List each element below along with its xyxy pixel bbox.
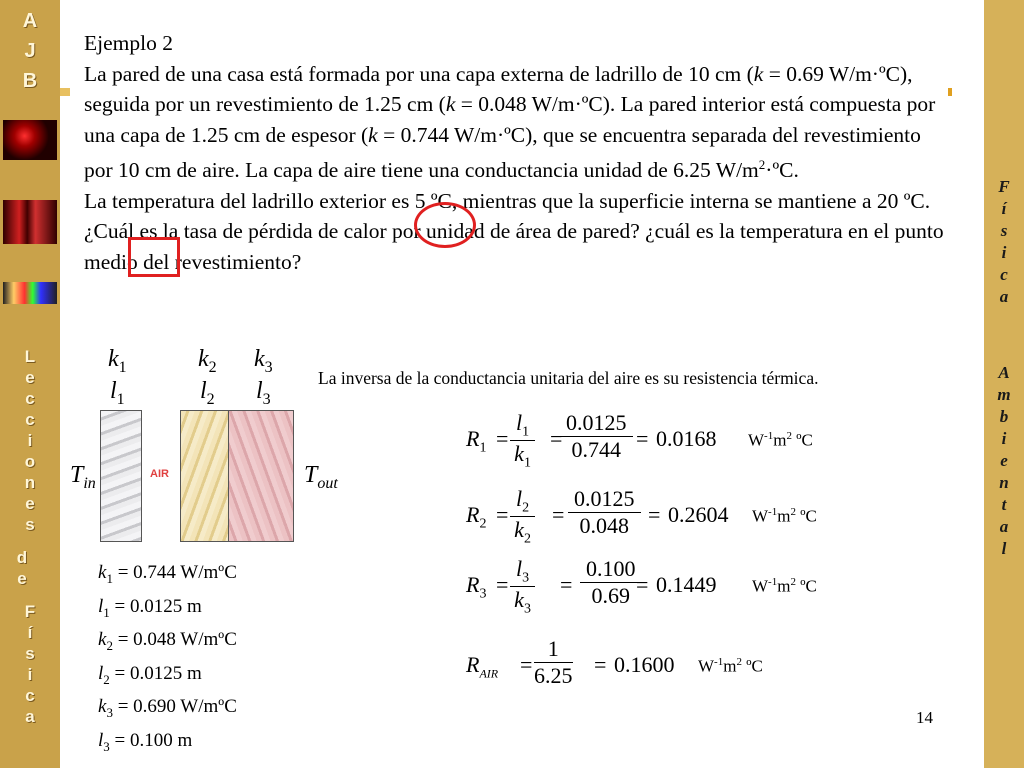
sidebar-vertical-char: e <box>25 494 35 513</box>
property-symbol: l <box>98 595 104 617</box>
problem-paragraph-1: La pared de una casa está formada por una capa externa de ladrillo de 10 cm (k = 0.69 W/m·ºC), seguida por un revestimiento de 1.25 cm (k = 0.048 W/m·ºC). La pared interior está compuesta por una capa de 1.25 cm de espesor (k = 0.744 W/m·ºC), que se encuentra separada del revestimiento por 10 cm de aire. La capa de aire tiene una conductancia unidad de 6.25 $W/m^2\cdot ºC$. <box>84 61 936 183</box>
unit-m: m <box>723 656 737 676</box>
air-gap-label: AIR <box>150 468 169 480</box>
fraction-l <box>510 556 535 587</box>
equals-sign: = <box>636 426 649 451</box>
resistance-symbol <box>466 572 486 602</box>
equation-unit <box>752 576 817 597</box>
symbol-k: k <box>514 517 524 543</box>
unit-exp: -1 <box>768 576 778 588</box>
problem-paragraph-2: La temperatura del ladrillo exterior es 5 ºC, mientras que la superficie interna se mantiene a 20 ºC. <box>84 188 931 213</box>
decorative-mark <box>948 88 952 96</box>
sidebar-vertical-char: a <box>25 707 35 726</box>
property-subscript: 1 <box>106 570 113 586</box>
resistance-subscript: 2 <box>479 516 487 532</box>
equals-sign: = <box>496 426 509 451</box>
equals-sign: = <box>496 572 509 597</box>
fraction-numerator: 0.0125 <box>560 410 633 437</box>
property-value: = 0.690 W/mºC <box>112 696 237 717</box>
symbolic-fraction <box>510 486 535 548</box>
equation-unit <box>698 656 763 677</box>
equals-sign: = <box>594 652 607 677</box>
equals-sign: = <box>648 502 661 527</box>
resistance-symbol <box>466 502 486 532</box>
unit-m: m <box>773 430 787 450</box>
unit-exp: -1 <box>714 656 724 668</box>
sidebar-vertical-char: e <box>17 569 27 588</box>
sidebar-vertical-char: n <box>24 473 36 492</box>
sidebar-vertical-char: L <box>24 347 36 366</box>
annotation-circle <box>414 202 476 248</box>
property-item <box>98 629 237 654</box>
unit-c: ºC <box>741 656 763 676</box>
sidebar-right-char: m <box>997 385 1011 404</box>
label-k3: $k_3$ <box>254 346 273 376</box>
property-value: = 0.100 m <box>109 729 193 751</box>
label-t-in: $T_{in}$ <box>70 462 96 492</box>
property-symbol: l <box>98 662 104 684</box>
thumbnail-image-2 <box>3 200 57 244</box>
label-k2: $k_2$ <box>198 346 217 376</box>
resistance-letter: R <box>466 652 480 677</box>
unit-c: ºC <box>795 506 817 526</box>
sidebar-right-char: s <box>1000 221 1008 240</box>
property-item <box>98 562 237 587</box>
page-number: 14 <box>916 708 933 727</box>
symbol-l: l <box>516 556 523 581</box>
unit-exp: 2 <box>790 506 796 518</box>
unit-w: W <box>752 506 769 526</box>
unit-w: W <box>748 430 765 450</box>
sidebar-vertical-char: i <box>27 431 33 450</box>
unit-w: W <box>752 576 769 596</box>
equation-unit <box>752 506 817 527</box>
symbol-sub: 3 <box>523 601 531 617</box>
sidebar-vertical-char: s <box>25 515 35 534</box>
symbolic-fraction <box>510 556 535 618</box>
fraction-l <box>510 410 535 441</box>
property-subscript: 1 <box>103 604 110 620</box>
numeric-fraction <box>560 410 633 463</box>
label-l3: $l_3$ <box>256 378 271 408</box>
property-item <box>98 730 192 755</box>
resistance-note: La inversa de la conductancia unitaria del aire es su resistencia térmica. <box>318 368 819 388</box>
equals-sign: = <box>496 502 509 527</box>
equals-sign: = <box>550 426 563 451</box>
sidebar-vertical-char: c <box>25 686 35 705</box>
property-symbol: k <box>98 696 107 717</box>
fraction-denominator: 0.69 <box>591 583 630 608</box>
numeric-fraction <box>568 486 641 539</box>
sidebar-right-char: l <box>1001 539 1007 558</box>
unit-c: ºC <box>791 430 813 450</box>
property-subscript: 2 <box>103 671 110 687</box>
fraction-numerator: 0.100 <box>580 556 642 583</box>
sidebar-right-char: i <box>1001 243 1007 262</box>
resistance-subscript: 1 <box>479 440 487 456</box>
sidebar-vertical-char: c <box>25 410 35 429</box>
sidebar-right-char: c <box>1000 265 1008 284</box>
sidebar-vertical-char: o <box>24 452 36 471</box>
resistance-letter: R <box>466 426 480 451</box>
fraction-l <box>510 486 535 517</box>
equation-result: 0.2604 <box>668 502 729 527</box>
sidebar-letter-j: J <box>24 40 36 62</box>
unit-exp: -1 <box>768 506 778 518</box>
equals-sign: = <box>520 652 533 677</box>
property-subscript: 3 <box>103 738 110 754</box>
problem-statement <box>84 28 944 277</box>
resistance-letter: R <box>466 572 480 597</box>
unit-m: m <box>777 576 791 596</box>
sidebar-right-char: i <box>1001 429 1007 448</box>
sidebar-right-char: a <box>999 287 1009 306</box>
numeric-fraction <box>580 556 642 609</box>
property-symbol: k <box>98 629 107 650</box>
sidebar-right-char: F <box>998 177 1010 196</box>
fraction-k <box>510 587 535 617</box>
property-value: = 0.744 W/mºC <box>112 562 237 583</box>
symbol-sub: 2 <box>523 531 531 547</box>
thumbnail-spectrum <box>3 282 57 304</box>
symbol-sub: 3 <box>522 570 530 586</box>
property-subscript: 3 <box>106 704 113 720</box>
numeric-fraction <box>534 636 573 689</box>
fraction-numerator: 1 <box>534 636 573 663</box>
symbol-sub: 2 <box>522 500 530 516</box>
sidebar-right-char: a <box>999 517 1009 536</box>
wall-layer-1 <box>100 410 142 542</box>
fraction-k <box>510 441 535 471</box>
unit-exp: 2 <box>786 430 792 442</box>
symbol-l: l <box>516 410 523 435</box>
sidebar-vertical-char: i <box>27 665 33 684</box>
label-k1: $k_1$ <box>108 346 127 376</box>
fraction-numerator: 0.0125 <box>568 486 641 513</box>
equation-result: 0.0168 <box>656 426 717 451</box>
unit-w: W <box>698 656 715 676</box>
unit-exp: 2 <box>736 656 742 668</box>
label-t-out: $T_{out}$ <box>304 462 338 492</box>
sidebar-letter-a: A <box>22 10 38 32</box>
annotation-rectangle <box>128 237 180 277</box>
property-item <box>98 663 202 688</box>
sidebar-vertical-char: e <box>25 368 35 387</box>
sidebar-letter-b: B <box>22 70 38 92</box>
sidebar-right-char: A <box>998 363 1010 382</box>
unit-c: ºC <box>795 576 817 596</box>
unit-m: m <box>777 506 791 526</box>
fraction-denominator: 0.744 <box>571 437 621 462</box>
symbol-k: k <box>514 441 524 467</box>
property-value: = 0.0125 m <box>109 662 202 684</box>
label-l2: $l_2$ <box>200 378 215 408</box>
resistance-symbol <box>466 652 498 681</box>
property-item <box>98 696 237 721</box>
sidebar-right-char: t <box>1001 495 1007 514</box>
symbol-k: k <box>514 587 524 613</box>
wall-layer-2 <box>180 410 230 542</box>
label-l1: $l_1$ <box>110 378 125 408</box>
equals-sign: = <box>552 502 565 527</box>
example-title: Ejemplo 2 <box>84 31 173 55</box>
property-symbol: k <box>98 562 107 583</box>
property-value: = 0.0125 m <box>109 595 202 617</box>
left-sidebar <box>0 0 60 768</box>
equation-result: 0.1600 <box>614 652 675 677</box>
equation-result: 0.1449 <box>656 572 717 597</box>
fraction-k <box>510 517 535 547</box>
symbolic-fraction <box>510 410 535 472</box>
symbol-l: l <box>516 486 523 511</box>
sidebar-right-char: b <box>999 407 1009 426</box>
sidebar-vertical-char: F <box>24 602 36 621</box>
resistance-subscript: 3 <box>479 586 487 602</box>
sidebar-right-char: e <box>1000 451 1008 470</box>
sidebar-right-char: í <box>1001 199 1007 218</box>
equals-sign: = <box>560 572 573 597</box>
resistance-symbol <box>466 426 486 456</box>
fraction-denominator: 0.048 <box>579 513 629 538</box>
property-item <box>98 596 202 621</box>
sidebar-vertical-char: s <box>25 644 35 663</box>
property-subscript: 2 <box>106 637 113 653</box>
wall-layer-3 <box>228 410 294 542</box>
problem-paragraph-3: ¿Cuál es la tasa de pérdida de calor por unidad de área de pared? ¿cuál es la temperatura en el punto medio del revestimiento? <box>84 219 944 274</box>
sidebar-vertical-char: í <box>27 623 33 642</box>
equation-unit <box>748 430 813 451</box>
symbol-sub: 1 <box>522 424 530 440</box>
equals-sign: = <box>636 572 649 597</box>
property-symbol: l <box>98 729 104 751</box>
property-value: = 0.048 W/mºC <box>112 629 237 650</box>
fraction-denominator: 6.25 <box>534 663 573 688</box>
decorative-mark-left <box>60 88 70 96</box>
resistance-letter: R <box>466 502 480 527</box>
right-sidebar <box>984 0 1024 768</box>
thumbnail-image-1 <box>3 120 57 160</box>
sidebar-right-char: n <box>999 473 1009 492</box>
unit-exp: 2 <box>790 576 796 588</box>
sidebar-vertical-char: d <box>16 548 28 567</box>
sidebar-vertical-char: c <box>25 389 35 408</box>
unit-exp: -1 <box>764 430 774 442</box>
resistance-subscript: AIR <box>479 666 499 681</box>
symbol-sub: 1 <box>523 455 531 471</box>
